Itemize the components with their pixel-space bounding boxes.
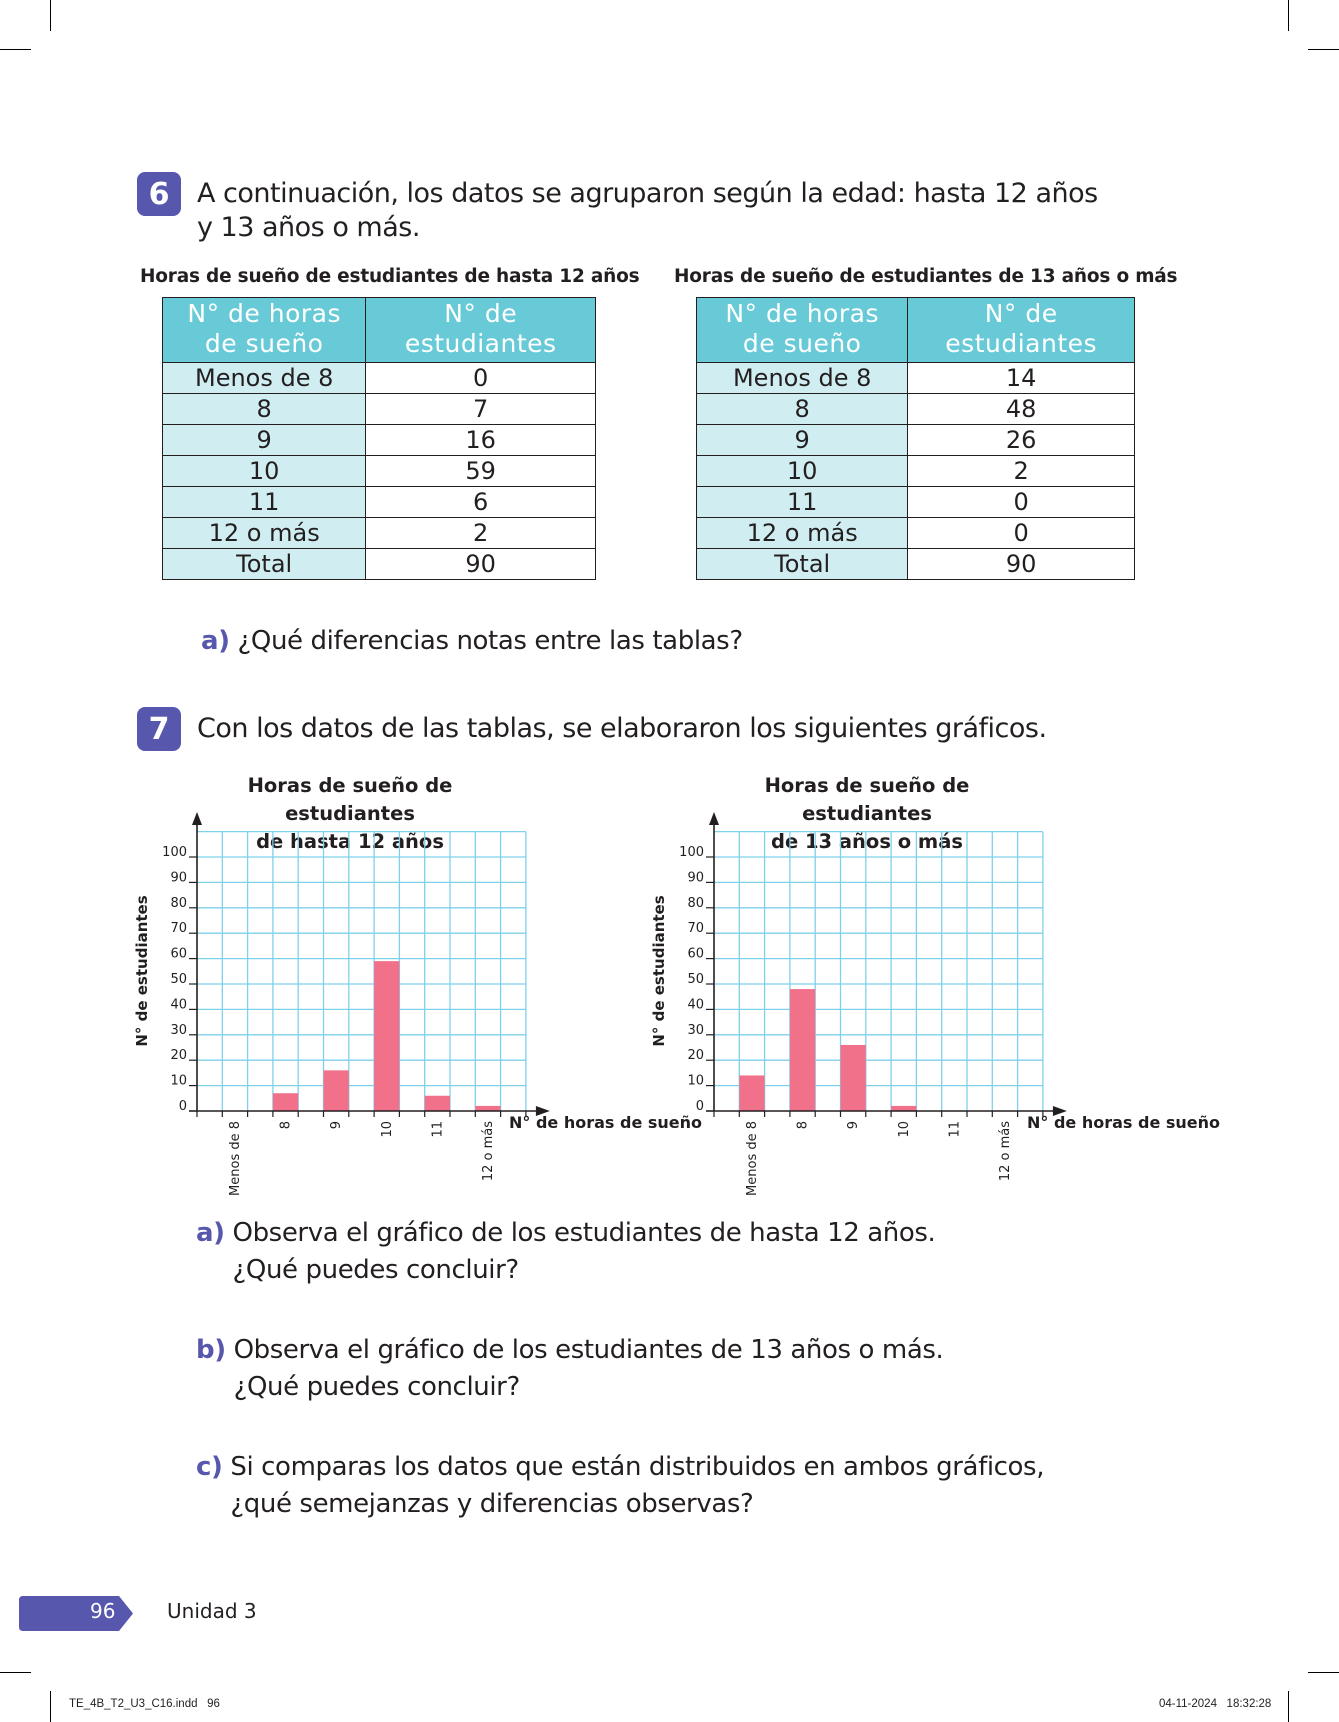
question-text: [234, 1332, 944, 1406]
y-tick-label: 0: [178, 1099, 187, 1114]
x-tick-label: 12 o más: [480, 1121, 496, 1182]
bar-8: [790, 989, 815, 1111]
cell-horas: 9: [163, 425, 366, 456]
cell-horas: Menos de 8: [697, 363, 908, 394]
bar-9: [841, 1045, 866, 1111]
cell-horas: 11: [163, 487, 366, 518]
chart-title-line: de hasta 12 años: [256, 830, 444, 853]
y-axis-arrow-icon: [709, 812, 719, 825]
header-line: de sueño: [742, 329, 862, 358]
question-7c: [196, 1449, 1044, 1523]
x-tick-label: 9: [329, 1121, 345, 1130]
x-tick-label: 11: [947, 1121, 963, 1138]
question-line: Observa el gráfico de los estudiantes de hasta 12 años.: [232, 1218, 936, 1248]
question-line: ¿Qué puedes concluir?: [232, 1255, 519, 1285]
header-line: N° de horas: [725, 299, 879, 328]
y-tick-label: 20: [687, 1048, 704, 1064]
statement-line: A continuación, los datos se agruparon según la edad: hasta 12 años: [197, 178, 1098, 209]
header-line: de sueño: [204, 329, 324, 358]
question-label: a): [196, 1218, 225, 1248]
cell-horas: Menos de 8: [163, 363, 366, 394]
y-tick-label: 70: [170, 921, 187, 937]
question-line: ¿Qué puedes concluir?: [233, 1372, 520, 1402]
exercise-number: 6: [148, 176, 170, 212]
x-tick-label: Menos de 8: [744, 1121, 760, 1196]
y-tick-label: 40: [687, 997, 704, 1013]
header-line: N° de: [444, 299, 518, 328]
y-tick-label: 70: [687, 921, 704, 937]
x-tick-label: 8: [278, 1121, 294, 1130]
cell-horas: 8: [697, 394, 908, 425]
y-tick-label: 50: [170, 972, 187, 987]
x-tick-label: 12 o más: [997, 1121, 1013, 1182]
cell-horas: 11: [697, 487, 908, 518]
cell-estudiantes: 14: [908, 363, 1135, 394]
chart-title-line: Horas de sueño de estudiantes: [247, 774, 453, 825]
y-tick-label: 0: [695, 1099, 704, 1114]
exercise-number: 7: [148, 711, 170, 747]
file-slug: TE_4B_T2_U3_C16.indd 96: [69, 1698, 220, 1710]
y-tick-label: 60: [687, 946, 704, 962]
cell-estudiantes: 59: [366, 456, 596, 487]
header-line: N° de horas: [187, 299, 341, 328]
y-tick-label: 50: [687, 972, 704, 987]
y-tick-label: 10: [170, 1073, 187, 1089]
cell-estudiantes: 0: [908, 518, 1135, 549]
page-number: 96: [90, 1599, 116, 1623]
y-axis-label: N° de estudiantes: [133, 895, 151, 1047]
cell-horas: 9: [697, 425, 908, 456]
y-tick-label: 90: [170, 870, 187, 886]
y-tick-label: 100: [162, 845, 187, 860]
header-line: N° de: [984, 299, 1058, 328]
cell-estudiantes: 6: [366, 487, 596, 518]
cell-estudiantes: 2: [366, 518, 596, 549]
table-caption-13: Horas de sueño de estudiantes de 13 años o más: [674, 266, 1178, 287]
question-text: [230, 1449, 1044, 1523]
y-tick-label: 20: [170, 1048, 187, 1064]
unit-label: Unidad 3: [167, 1599, 257, 1623]
cell-horas: 12 o más: [163, 518, 366, 549]
y-tick-label: 30: [170, 1022, 187, 1038]
question-line: ¿qué semejanzas y diferencias observas?: [230, 1489, 754, 1519]
y-axis-label: N° de estudiantes: [650, 895, 668, 1047]
y-tick-label: 30: [687, 1022, 704, 1038]
x-tick-label: Menos de 8: [227, 1121, 243, 1196]
y-tick-label: 10: [687, 1073, 704, 1089]
question-text: ¿Qué diferencias notas entre las tablas?: [237, 626, 743, 656]
question-label: a): [201, 626, 230, 656]
x-axis-label: N° de horas de sueño: [1027, 1113, 1221, 1132]
question-label: b): [196, 1335, 226, 1365]
y-tick-label: 100: [679, 845, 704, 860]
chart-title-line: Horas de sueño de estudiantes: [764, 774, 970, 825]
x-tick-label: 11: [430, 1121, 446, 1138]
cell-horas: 10: [697, 456, 908, 487]
cell-horas: Total: [163, 549, 366, 580]
cell-estudiantes: 0: [908, 487, 1135, 518]
y-tick-label: 60: [170, 946, 187, 962]
question-line: Observa el gráfico de los estudiantes de 13 años o más.: [233, 1335, 944, 1365]
y-tick-label: 80: [687, 895, 704, 911]
question-label: c): [196, 1452, 223, 1482]
question-7a: [196, 1215, 935, 1289]
question-text: [233, 1215, 936, 1289]
cell-estudiantes: 90: [908, 549, 1135, 580]
question-line: Si comparas los datos que están distribuidos en ambos gráficos,: [230, 1452, 1045, 1482]
bar-menos-de-8: [739, 1075, 764, 1111]
x-tick-label: 8: [795, 1121, 811, 1130]
cell-estudiantes: 2: [908, 456, 1135, 487]
exercise-7-statement: Con los datos de las tablas, se elaboraron los siguientes gráficos.: [197, 713, 1047, 744]
table-caption-12: Horas de sueño de estudiantes de hasta 12 años: [140, 266, 640, 287]
cell-estudiantes: 48: [908, 394, 1135, 425]
cell-horas: 10: [163, 456, 366, 487]
cell-estudiantes: 90: [366, 549, 596, 580]
y-tick-label: 90: [687, 870, 704, 886]
cell-horas: 12 o más: [697, 518, 908, 549]
x-tick-label: 10: [896, 1121, 912, 1138]
header-line: estudiantes: [945, 329, 1098, 358]
chart-title-line: de 13 años o más: [770, 830, 963, 853]
statement-line: y 13 años o más.: [197, 212, 420, 243]
cell-estudiantes: 26: [908, 425, 1135, 456]
x-tick-label: 9: [846, 1121, 862, 1130]
cell-estudiantes: 7: [366, 394, 596, 425]
date-slug: 04-11-2024 18:32:28: [1159, 1698, 1272, 1710]
cell-horas: 8: [163, 394, 366, 425]
y-tick-label: 40: [170, 997, 187, 1013]
page-number-tab: [19, 1596, 133, 1631]
cell-estudiantes: 0: [366, 363, 596, 394]
header-line: estudiantes: [404, 329, 557, 358]
x-axis-label: N° de horas de sueño: [509, 1113, 703, 1132]
x-tick-label: 10: [379, 1121, 395, 1138]
y-tick-label: 80: [170, 895, 187, 911]
cell-horas: Total: [697, 549, 908, 580]
cell-estudiantes: 16: [366, 425, 596, 456]
question-7b: [196, 1332, 943, 1406]
